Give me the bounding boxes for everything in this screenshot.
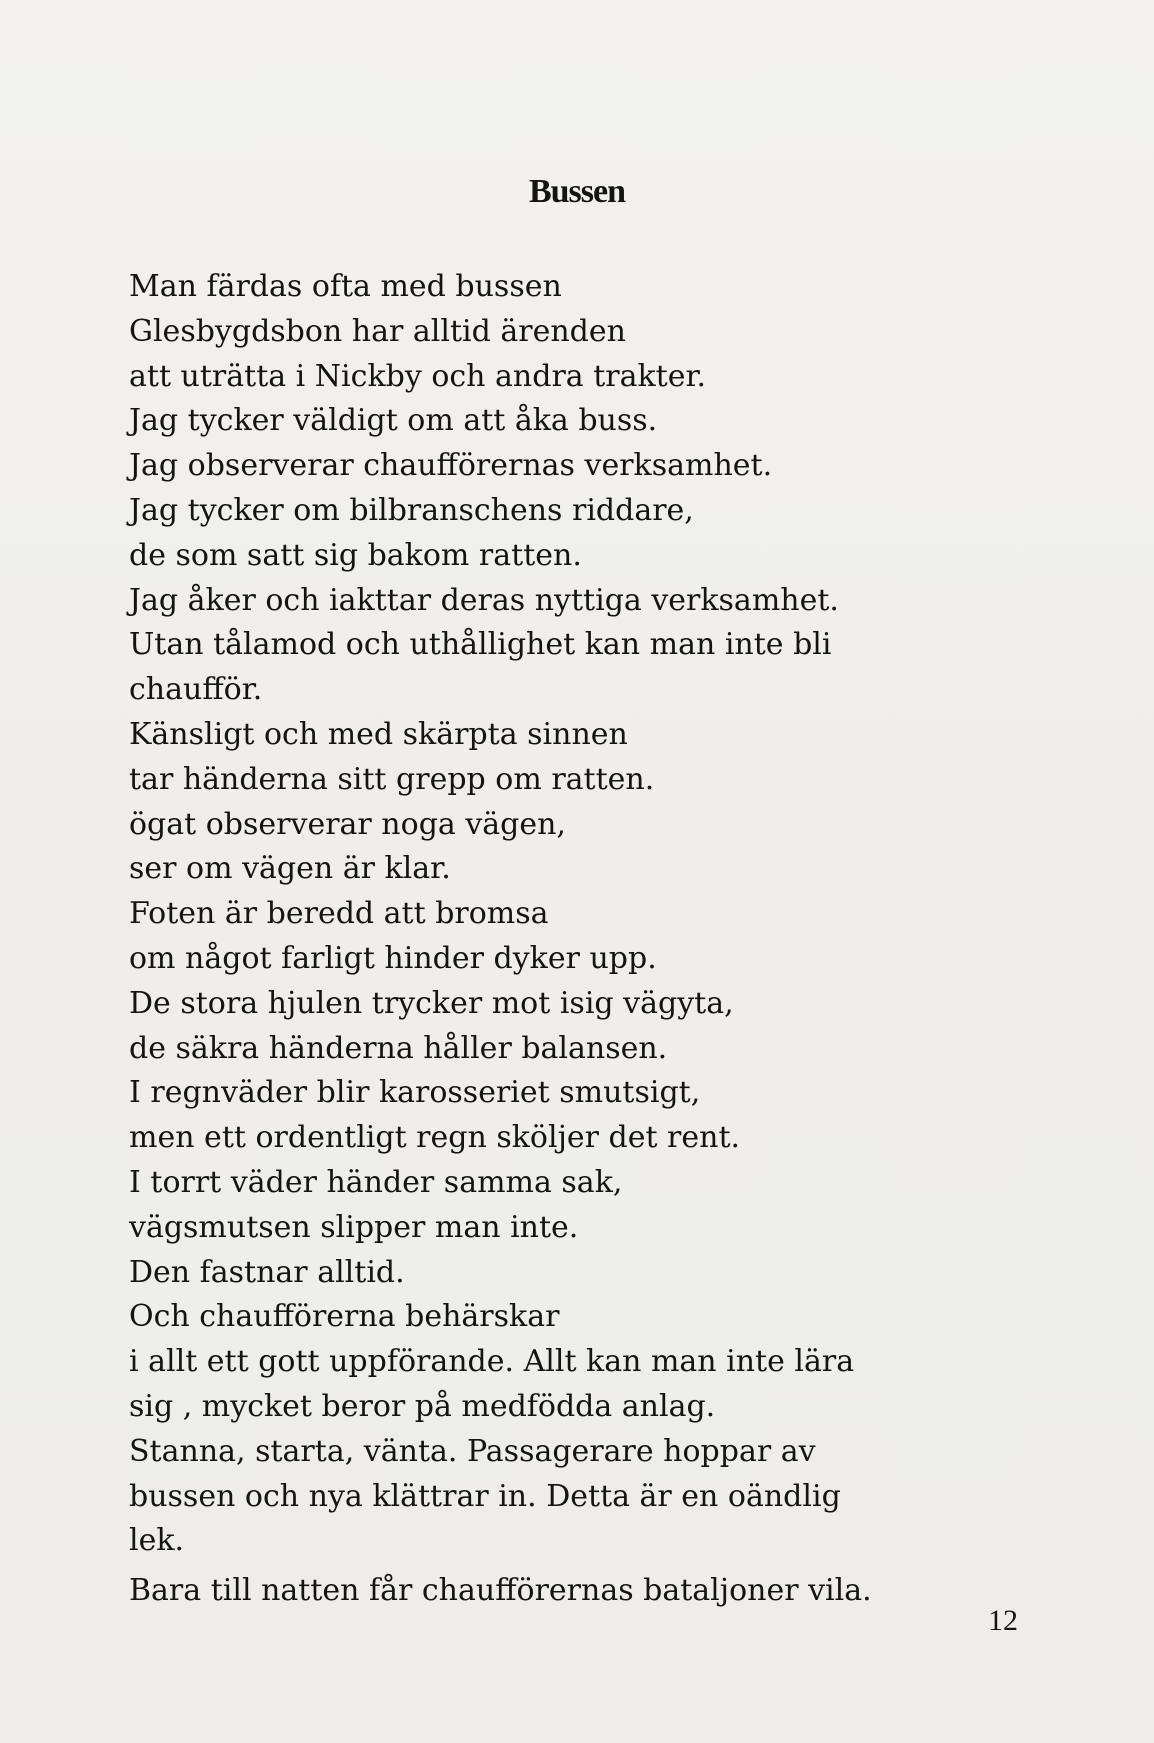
poem-line: ser om vägen är klar. xyxy=(129,851,451,887)
poem-line: Jag åker och iakttar deras nyttiga verksamhet. xyxy=(129,582,839,618)
poem-line: men ett ordentligt regn sköljer det rent. xyxy=(129,1120,741,1156)
poem-line: i allt ett gott uppförande. Allt kan man inte lära xyxy=(129,1344,855,1380)
page-number: 12 xyxy=(988,1604,1018,1637)
poem-line: tar händerna sitt grepp om ratten. xyxy=(129,761,655,797)
poem-line: I regnväder blir karosseriet smutsigt, xyxy=(129,1075,701,1111)
poem-line: de säkra händerna håller balansen. xyxy=(129,1030,668,1066)
poem-line: Jag tycker om bilbranschens riddare, xyxy=(129,492,694,528)
poem-line: vägsmutsen slipper man inte. xyxy=(129,1209,579,1245)
poem-line: De stora hjulen trycker mot isig vägyta, xyxy=(129,985,734,1021)
poem-title: Bussen xyxy=(528,173,626,210)
poem-line: bussen och nya klättrar in. Detta är en oändlig xyxy=(129,1478,841,1514)
poem-line: Känsligt och med skärpta sinnen xyxy=(129,716,628,752)
poem-line: chaufför. xyxy=(129,672,263,708)
poem-line: Foten är beredd att bromsa xyxy=(129,896,549,932)
poem-line: Jag tycker väldigt om att åka buss. xyxy=(129,403,658,439)
closing-line: Bara till natten får chaufförernas bataljoner vila. xyxy=(129,1573,872,1608)
poem-line: Jag observerar chaufförernas verksamhet. xyxy=(129,448,773,484)
poem-line: Glesbygdsbon har alltid ärenden xyxy=(129,313,626,349)
poem-line: I torrt väder händer samma sak, xyxy=(129,1164,623,1200)
poem-body xyxy=(129,265,1089,1564)
poem-line: Utan tålamod och uthållighet kan man inte bli xyxy=(129,627,832,663)
poem-line: de som satt sig bakom ratten. xyxy=(129,537,582,573)
poem-line: lek. xyxy=(129,1523,185,1559)
poem-line: Och chaufförerna behärskar xyxy=(129,1299,560,1335)
poem-line: om något farligt hinder dyker upp. xyxy=(129,940,657,976)
poem-line: sig , mycket beror på medfödda anlag. xyxy=(129,1388,716,1424)
poem-line: Man färdas ofta med bussen xyxy=(129,269,562,304)
poem-line: ögat observerar noga vägen, xyxy=(129,806,566,842)
poem-line: Den fastnar alltid. xyxy=(129,1254,405,1290)
poem-line: Stanna, starta, vänta. Passagerare hoppar av xyxy=(129,1433,816,1469)
poem-line: att uträtta i Nickby och andra trakter. xyxy=(129,358,707,394)
